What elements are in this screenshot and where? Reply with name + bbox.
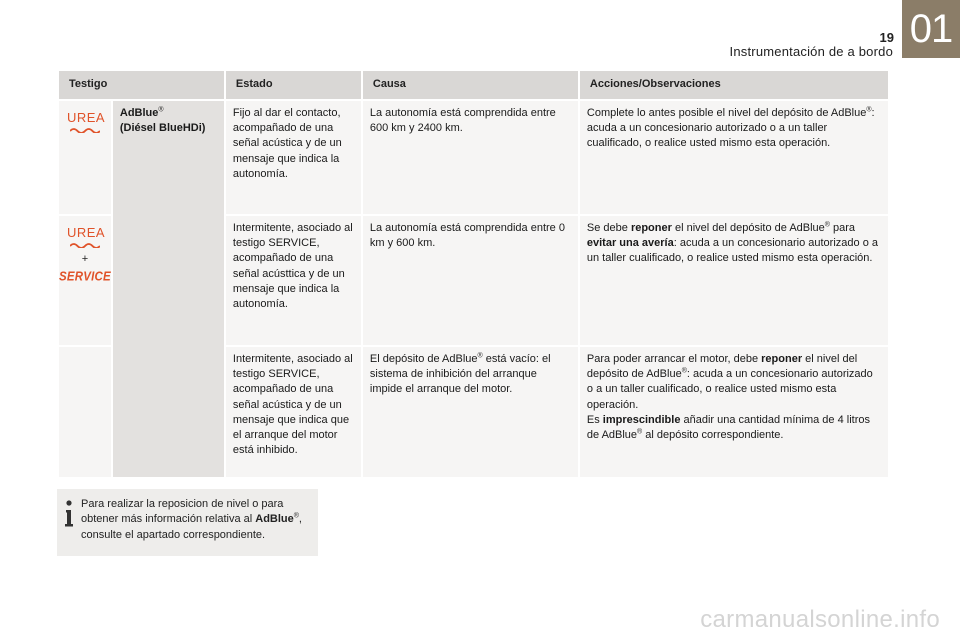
page-number: 19 [879,30,894,45]
urea-warning-icon: UREA [67,226,103,248]
header-estado: Estado [226,71,361,99]
icon-cell [59,101,111,214]
causa-cell: La autonomía está comprendida entre 600 km y 2400 km. [363,101,578,214]
registered-mark: ® [158,106,164,114]
urea-warning-icon: UREA [67,111,103,133]
causa-cell: La autonomía está comprendida entre 0 km y 600 km. [363,216,578,345]
table-header-row [59,71,888,99]
indicator-name-cell [113,101,224,477]
warning-lamp-table [57,69,890,479]
causa-cell: El depósito de AdBlue® está vacío: el sistema de inhibición del arranque impide el arranque del motor. [363,347,578,477]
acciones-cell: Complete lo antes posible el nivel del depósito de AdBlue®: acuda a un concesionario autorizado o a un taller cualificado, o realice usted mismo esta operación. [580,101,888,214]
wave-icon [70,127,100,133]
service-warning-icon: SERVICE [59,270,111,285]
acciones-cell: Para poder arrancar el motor, debe reponer el nivel del depósito de AdBlue®: acuda a un concesionario autorizado o a un taller cualificado, o realice usted mismo esta operación. Es imprescindible añadir una cantidad mínima de 4 litros de AdBlue® al depósito correspondiente. [580,347,888,477]
estado-cell: Intermitente, asociado al testigo SERVICE, acompañado de una señal acústtica y de un mensaje que indica la autonomía. [226,216,361,345]
wave-icon [70,242,100,248]
estado-cell: Intermitente, asociado al testigo SERVICE, acompañado de una señal acústica y de un mensaje que indica que el arranque del motor está inhibido. [226,347,361,477]
acciones-cell: Se debe reponer el nivel del depósito de AdBlue® para evitar una avería: acuda a un concesionario autorizado o a un taller cualificado, o realice usted mismo esta operación. [580,216,888,345]
header-causa: Causa [363,71,578,99]
icon-cell [59,347,111,477]
info-note-box [57,489,318,556]
indicator-name: AdBlue [119,107,159,119]
estado-cell: Fijo al dar el contacto, acompañado de una señal acústica y de un mensaje que indica la autonomía. [226,101,361,214]
plus-sign: + [81,253,89,266]
info-note-text: Para realizar la reposicion de nivel o para obtener más información relativa al AdBlue®, consulte el apartado correspondiente. [81,498,302,541]
icon-cell [59,216,111,345]
header-testigo: Testigo [59,71,224,99]
table-row [59,101,888,214]
chapter-tab: 01 [902,0,960,58]
info-icon [63,499,75,529]
header-acciones: Acciones/Observaciones [580,71,888,99]
indicator-subname: (Diésel BlueHDi) [119,122,206,135]
section-title: Instrumentación de a bordo [729,44,893,59]
watermark: carmanualsonline.info [700,606,940,633]
